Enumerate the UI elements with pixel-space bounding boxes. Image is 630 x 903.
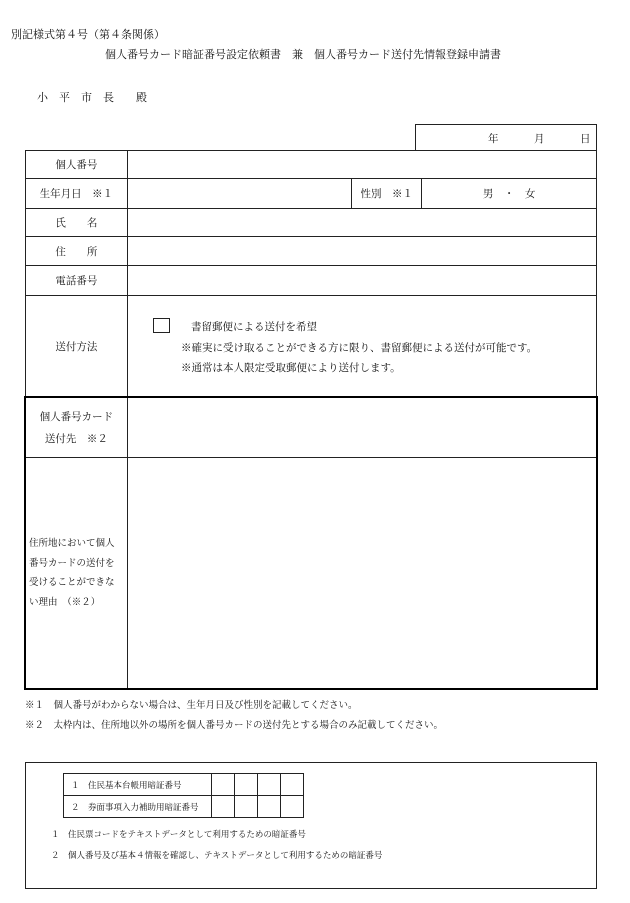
birth-date-field[interactable] (127, 179, 352, 209)
individual-number-field[interactable] (127, 151, 596, 179)
name-label: 氏 名 (26, 209, 128, 237)
reason-label: 住所地において個人 番号カードの送付を 受けることができな い理由 （※２） (26, 458, 128, 689)
birth-date-label: 生年月日 ※１ (26, 179, 128, 209)
footnote-2: ※２ 太枠内は、住所地以外の場所を個人番号カードの送付先とする場合のみ記載してください。 (25, 720, 444, 731)
delivery-method-label: 送付方法 (26, 296, 128, 398)
pin-note-1: １ 住民票コードをテキストデータとして利用するための暗証番号 (51, 830, 306, 840)
pin-digit-cell[interactable] (258, 774, 281, 796)
application-form-table (25, 150, 597, 689)
date-year-label: 年 (488, 133, 499, 145)
registered-mail-checkbox[interactable] (153, 318, 170, 333)
pin-table (63, 773, 304, 818)
form-number: 別記様式第４号（第４条関係） (11, 28, 165, 41)
pin-digit-cell[interactable] (258, 796, 281, 818)
pin-row-label: １ 住民基本台帳用暗証番号 (64, 774, 212, 796)
date-day-label: 日 (580, 133, 591, 145)
pin-digit-cell[interactable] (281, 796, 304, 818)
gender-label: 性別 ※１ (352, 179, 422, 209)
addressee: 小 平 市 長 殿 (37, 91, 147, 104)
card-destination-field[interactable] (127, 398, 596, 458)
phone-label: 電話番号 (26, 266, 128, 296)
card-destination-label: 個人番号カード 送付先 ※２ (26, 398, 128, 458)
phone-field[interactable] (127, 266, 596, 296)
pin-row-label: ２ 券面事項入力補助用暗証番号 (64, 796, 212, 818)
pin-note-2: ２ 個人番号及び基本４情報を確認し、テキストデータとして利用するための暗証番号 (51, 851, 383, 861)
address-label: 住 所 (26, 237, 128, 266)
address-field[interactable] (127, 237, 596, 266)
pin-digit-cell[interactable] (281, 774, 304, 796)
individual-number-label: 個人番号 (26, 151, 128, 179)
date-box[interactable] (415, 124, 597, 151)
pin-digit-cell[interactable] (235, 796, 258, 818)
delivery-note-1: ※確実に受け取ることができる方に限り、書留郵便による送付が可能です。 (181, 342, 538, 354)
reason-field[interactable] (127, 458, 596, 689)
form-title: 個人番号カード暗証番号設定依頼書 兼 個人番号カード送付先情報登録申請書 (105, 48, 501, 61)
gender-options[interactable]: 男 ・ 女 (422, 179, 597, 209)
footnote-1: ※１ 個人番号がわからない場合は、生年月日及び性別を記載してください。 (25, 700, 358, 711)
date-month-label: 月 (534, 133, 545, 145)
name-field[interactable] (127, 209, 596, 237)
pin-digit-cell[interactable] (212, 774, 235, 796)
pin-digit-cell[interactable] (212, 796, 235, 818)
delivery-note-2: ※通常は本人限定受取郵便により送付します。 (181, 362, 401, 374)
delivery-option-text: 書留郵便による送付を希望 (191, 321, 317, 333)
pin-digit-cell[interactable] (235, 774, 258, 796)
